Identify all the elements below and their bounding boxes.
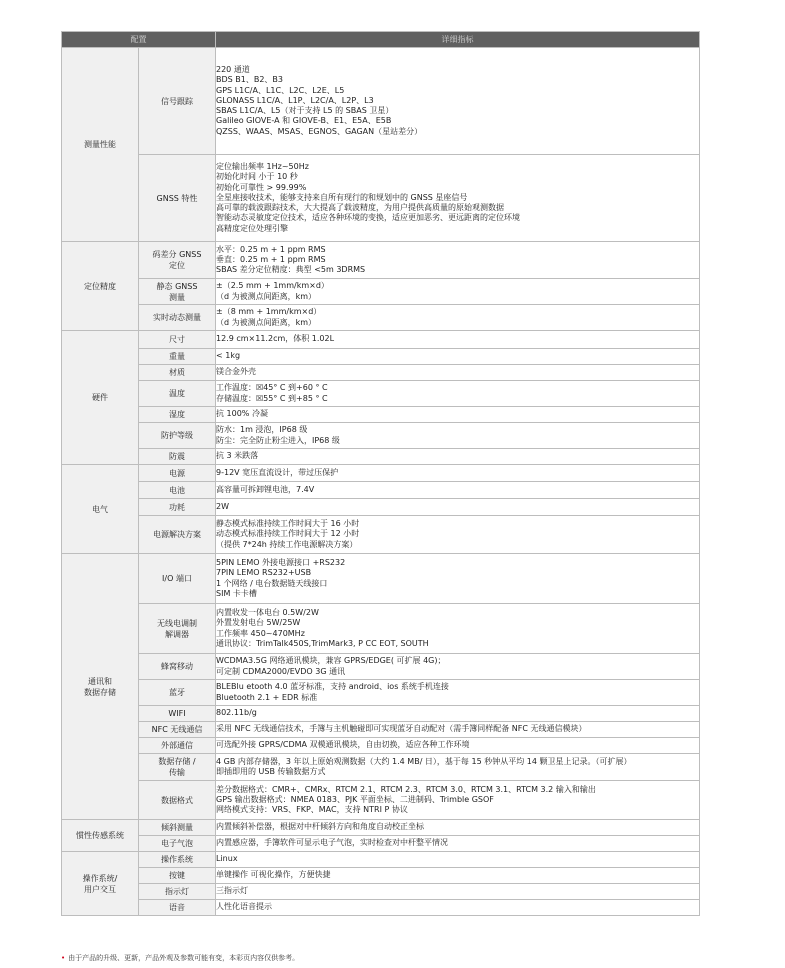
item-value-cell bbox=[216, 884, 700, 900]
item-value-cell bbox=[216, 852, 700, 868]
item-value-cell bbox=[216, 820, 700, 836]
table-row bbox=[62, 900, 700, 916]
table-row bbox=[62, 852, 700, 868]
item-label-cell: 电源 bbox=[139, 465, 216, 482]
value-line: GLONASS L1C/A、L1P、L2C/A、L2P、L3 bbox=[216, 95, 374, 105]
value-line: 高容量可拆卸锂电池，7.4V bbox=[216, 484, 315, 494]
value-line: < 1kg bbox=[216, 351, 241, 361]
item-label-cell: 数据存储 / 传输 bbox=[139, 754, 216, 781]
value-line: SBAS 差分定位精度：典型 <5m 3DRMS bbox=[216, 265, 366, 275]
item-label-cell: 按键 bbox=[139, 868, 216, 884]
table-row bbox=[62, 407, 700, 423]
item-label-cell: 湿度 bbox=[139, 407, 216, 423]
category-cell: 电气 bbox=[62, 465, 139, 554]
item-value-cell bbox=[216, 449, 700, 465]
table-row bbox=[62, 754, 700, 781]
item-label-cell: I/O 端口 bbox=[139, 554, 216, 604]
item-label-cell: 码差分 GNSS 定位 bbox=[139, 242, 216, 279]
table-row bbox=[62, 738, 700, 754]
table-row bbox=[62, 381, 700, 407]
value-line: 工作频率 450~470MHz bbox=[216, 628, 305, 638]
category-cell: 操作系统/ 用户交互 bbox=[62, 852, 139, 916]
table-row bbox=[62, 155, 700, 242]
item-value-cell bbox=[216, 554, 700, 604]
item-value-cell bbox=[216, 465, 700, 482]
item-label-cell: 尺寸 bbox=[139, 331, 216, 349]
table-row bbox=[62, 331, 700, 349]
item-value-cell bbox=[216, 242, 700, 279]
item-label-cell: 重量 bbox=[139, 349, 216, 365]
spec-table bbox=[61, 31, 700, 916]
value-line: 三指示灯 bbox=[216, 886, 248, 896]
value-line: 抗 100% 冷凝 bbox=[216, 409, 268, 419]
table-row bbox=[62, 482, 700, 499]
item-label-cell: 防震 bbox=[139, 449, 216, 465]
item-value-cell bbox=[216, 754, 700, 781]
item-label-cell: 数据格式 bbox=[139, 781, 216, 820]
table-row bbox=[62, 868, 700, 884]
value-line: QZSS、WAAS、MSAS、EGNOS、GAGAN（星站差分） bbox=[216, 126, 423, 136]
category-cell: 测量性能 bbox=[62, 48, 139, 242]
item-label-cell: 电子气泡 bbox=[139, 836, 216, 852]
table-header bbox=[62, 32, 700, 48]
value-line: 外置发射电台 5W/25W bbox=[216, 618, 301, 628]
value-line: Galileo GIOVE-A 和 GIOVE-B、E1、E5A、E5B bbox=[216, 116, 392, 126]
table-row bbox=[62, 242, 700, 279]
item-value-cell bbox=[216, 680, 700, 706]
value-line: 内置倾斜补偿器，根据对中杆倾斜方向和角度自动校正坐标 bbox=[216, 822, 424, 832]
table-row bbox=[62, 706, 700, 722]
value-line: 2W bbox=[216, 501, 229, 511]
item-label-cell: 操作系统 bbox=[139, 852, 216, 868]
value-line: 可定制 CDMA2000/EVDO 3G 通讯 bbox=[216, 666, 346, 676]
item-value-cell bbox=[216, 722, 700, 738]
value-line: （d 为被测点间距离，km） bbox=[216, 317, 317, 327]
value-line: BLEBlu etooth 4.0 蓝牙标准，支持 android、ios 系统手机连接 bbox=[216, 682, 449, 692]
value-line: 人性化语音提示 bbox=[216, 902, 272, 912]
table-row bbox=[62, 449, 700, 465]
item-label-cell: 指示灯 bbox=[139, 884, 216, 900]
value-line: 初始化可靠性 > 99.99% bbox=[216, 182, 307, 192]
spec-sheet bbox=[61, 31, 699, 916]
category-cell: 定位精度 bbox=[62, 242, 139, 331]
category-cell: 硬件 bbox=[62, 331, 139, 465]
value-line: 9-12V 宽压直流设计，带过压保护 bbox=[216, 467, 339, 477]
value-line: 即插即用的 USB 传输数据方式 bbox=[216, 767, 326, 776]
item-label-cell: 电源解决方案 bbox=[139, 516, 216, 554]
table-row bbox=[62, 365, 700, 381]
table-row bbox=[62, 279, 700, 305]
item-label-cell: 蓝牙 bbox=[139, 680, 216, 706]
header-config: 配置 bbox=[62, 32, 216, 48]
value-line: Linux bbox=[216, 854, 238, 864]
item-value-cell bbox=[216, 836, 700, 852]
item-label-cell: WIFI bbox=[139, 706, 216, 722]
item-label-cell: 静态 GNSS 测量 bbox=[139, 279, 216, 305]
item-value-cell bbox=[216, 516, 700, 554]
item-value-cell bbox=[216, 738, 700, 754]
value-line: 单键操作 可视化操作，方便快捷 bbox=[216, 870, 331, 880]
value-line: 高精度定位处理引擎 bbox=[216, 223, 288, 233]
value-line: BDS B1、B2、B3 bbox=[216, 75, 284, 85]
value-line: 220 通道 bbox=[216, 65, 250, 75]
value-line: 内置收发一体电台 0.5W/2W bbox=[216, 608, 319, 618]
item-label-cell: 语音 bbox=[139, 900, 216, 916]
table-row bbox=[62, 516, 700, 554]
table-row bbox=[62, 305, 700, 331]
table-row bbox=[62, 465, 700, 482]
table-row bbox=[62, 884, 700, 900]
item-value-cell bbox=[216, 407, 700, 423]
value-line: 采用 NFC 无线通信技术，手簿与主机触碰即可实现蓝牙自动配对（需手簿同样配备 NFC 无线通信模块） bbox=[216, 724, 587, 734]
table-row bbox=[62, 554, 700, 604]
table-row bbox=[62, 680, 700, 706]
value-line: 4 GB 内部存储器，3 年以上原始观测数据（大约 1.4 MB/ 日），基于每 15 秒钟从平均 14 颗卫星上记录。（可扩展） bbox=[216, 756, 632, 766]
item-value-cell bbox=[216, 381, 700, 407]
value-line: 初始化时间 小于 10 秒 bbox=[216, 172, 298, 182]
value-line: 防水：1m 浸泡，IP68 级 bbox=[216, 425, 308, 435]
value-line: GPS 输出数据格式：NMEA 0183、PJK 平面坐标、二进制码、Trimble GSOF bbox=[216, 794, 494, 804]
value-line: （d 为被测点间距离，km） bbox=[216, 291, 317, 301]
item-value-cell bbox=[216, 365, 700, 381]
value-line: 1 个网络 / 电台数据链天线接口 bbox=[216, 578, 328, 588]
value-line: 定位输出频率 1Hz~50Hz bbox=[216, 162, 309, 172]
item-value-cell bbox=[216, 349, 700, 365]
value-line: （提供 7*24h 持续工作电源解决方案） bbox=[216, 539, 358, 549]
item-value-cell bbox=[216, 900, 700, 916]
table-row bbox=[62, 349, 700, 365]
value-line: 工作温度：☒45° C 到+60 ° C bbox=[216, 383, 328, 393]
value-line: 垂直：0.25 m + 1 ppm RMS bbox=[216, 254, 326, 264]
table-row bbox=[62, 781, 700, 820]
table-row bbox=[62, 722, 700, 738]
value-line: 可选配外接 GPRS/CDMA 双模通讯模块，自由切换，适应各种工作环境 bbox=[216, 740, 470, 750]
item-label-cell: 倾斜测量 bbox=[139, 820, 216, 836]
item-label-cell: 材质 bbox=[139, 365, 216, 381]
item-value-cell bbox=[216, 279, 700, 305]
value-line: 抗 3 米跌落 bbox=[216, 451, 259, 461]
item-label-cell: 外部通信 bbox=[139, 738, 216, 754]
item-value-cell bbox=[216, 654, 700, 680]
value-line: 7PIN LEMO RS232+USB bbox=[216, 568, 312, 578]
table-row bbox=[62, 604, 700, 654]
item-label-cell: NFC 无线通信 bbox=[139, 722, 216, 738]
item-value-cell bbox=[216, 482, 700, 499]
value-line: 水平：0.25 m + 1 ppm RMS bbox=[216, 244, 326, 254]
table-row bbox=[62, 836, 700, 852]
item-value-cell bbox=[216, 499, 700, 516]
item-value-cell bbox=[216, 305, 700, 331]
item-label-cell: GNSS 特性 bbox=[139, 155, 216, 242]
value-line: 动态模式标准持续工作时间大于 12 小时 bbox=[216, 529, 360, 539]
footnote bbox=[61, 953, 299, 963]
item-label-cell: 无线电调制 解调器 bbox=[139, 604, 216, 654]
value-line: GPS L1C/A、L1C、L2C、L2E、L5 bbox=[216, 85, 345, 95]
item-label-cell: 电池 bbox=[139, 482, 216, 499]
item-value-cell bbox=[216, 423, 700, 449]
item-label-cell: 实时动态测量 bbox=[139, 305, 216, 331]
table-row bbox=[62, 820, 700, 836]
category-cell: 惯性传感系统 bbox=[62, 820, 139, 852]
item-label-cell: 信号跟踪 bbox=[139, 48, 216, 155]
asterisk-icon: • bbox=[61, 954, 66, 962]
item-label-cell: 功耗 bbox=[139, 499, 216, 516]
item-label-cell: 防护等级 bbox=[139, 423, 216, 449]
item-value-cell bbox=[216, 48, 700, 155]
value-line: 高可靠的载波跟踪技术，大大提高了载波精度，为用户提供高质量的原始观测数据 bbox=[216, 203, 504, 213]
value-line: 全星座接收技术，能够支持来自所有现行的和规划中的 GNSS 星座信号 bbox=[216, 192, 468, 202]
item-label-cell: 温度 bbox=[139, 381, 216, 407]
value-line: 智能动态灵敏度定位技术，适应各种环境的变换，适应更加恶劣、更远距离的定位环境 bbox=[216, 213, 520, 223]
value-line: 12.9 cm×11.2cm，体积 1.02L bbox=[216, 334, 335, 344]
value-line: WCDMA3.5G 网络通讯模块，兼容 GPRS/EDGE( 可扩展 4G)； bbox=[216, 656, 446, 666]
value-line: 存储温度：☒55° C 到+85 ° C bbox=[216, 393, 328, 403]
table-row bbox=[62, 48, 700, 155]
value-line: 5PIN LEMO 外接电源接口 +RS232 bbox=[216, 558, 346, 568]
item-value-cell bbox=[216, 331, 700, 349]
item-value-cell bbox=[216, 706, 700, 722]
value-line: Bluetooth 2.1 + EDR 标准 bbox=[216, 692, 318, 702]
value-line: ±（8 mm + 1mm/km×d） bbox=[216, 307, 322, 317]
value-line: ±（2.5 mm + 1mm/km×d） bbox=[216, 281, 329, 291]
value-line: 静态模式标准持续工作时间大于 16 小时 bbox=[216, 519, 360, 529]
table-row bbox=[62, 499, 700, 516]
footnote-text: 由于产品的升级、更新，产品外观及参数可能有变，本彩页内容仅供参考。 bbox=[68, 954, 300, 962]
value-line: 镁合金外壳 bbox=[216, 367, 256, 377]
table-row bbox=[62, 423, 700, 449]
header-detail: 详细指标 bbox=[216, 32, 700, 48]
value-line: 通讯协议：TrimTalk450S,TrimMark3, P CC EOT, SOUTH bbox=[216, 638, 429, 648]
item-value-cell bbox=[216, 155, 700, 242]
category-cell: 通讯和 数据存储 bbox=[62, 554, 139, 820]
value-line: 网络模式支持：VRS、FKP、MAC，支持 NTRI P 协议 bbox=[216, 805, 408, 815]
table-row bbox=[62, 654, 700, 680]
value-line: 差分数据格式：CMR+、CMRx、RTCM 2.1、RTCM 2.3、RTCM 3.0、RTCM 3.1、RTCM 3.2 输入和输出 bbox=[216, 784, 596, 794]
value-line: 802.11b/g bbox=[216, 708, 257, 718]
item-value-cell bbox=[216, 868, 700, 884]
value-line: 防尘：完全防止粉尘进入，IP68 级 bbox=[216, 435, 340, 445]
value-line: 内置感应器，手簿软件可显示电子气泡，实时检查对中杆整平情况 bbox=[216, 838, 448, 848]
item-value-cell bbox=[216, 604, 700, 654]
item-label-cell: 蜂窝移动 bbox=[139, 654, 216, 680]
value-line: SBAS L1C/A、L5（对于支持 L5 的 SBAS 卫星） bbox=[216, 106, 394, 116]
item-value-cell bbox=[216, 781, 700, 820]
value-line: SIM 卡卡槽 bbox=[216, 588, 257, 598]
